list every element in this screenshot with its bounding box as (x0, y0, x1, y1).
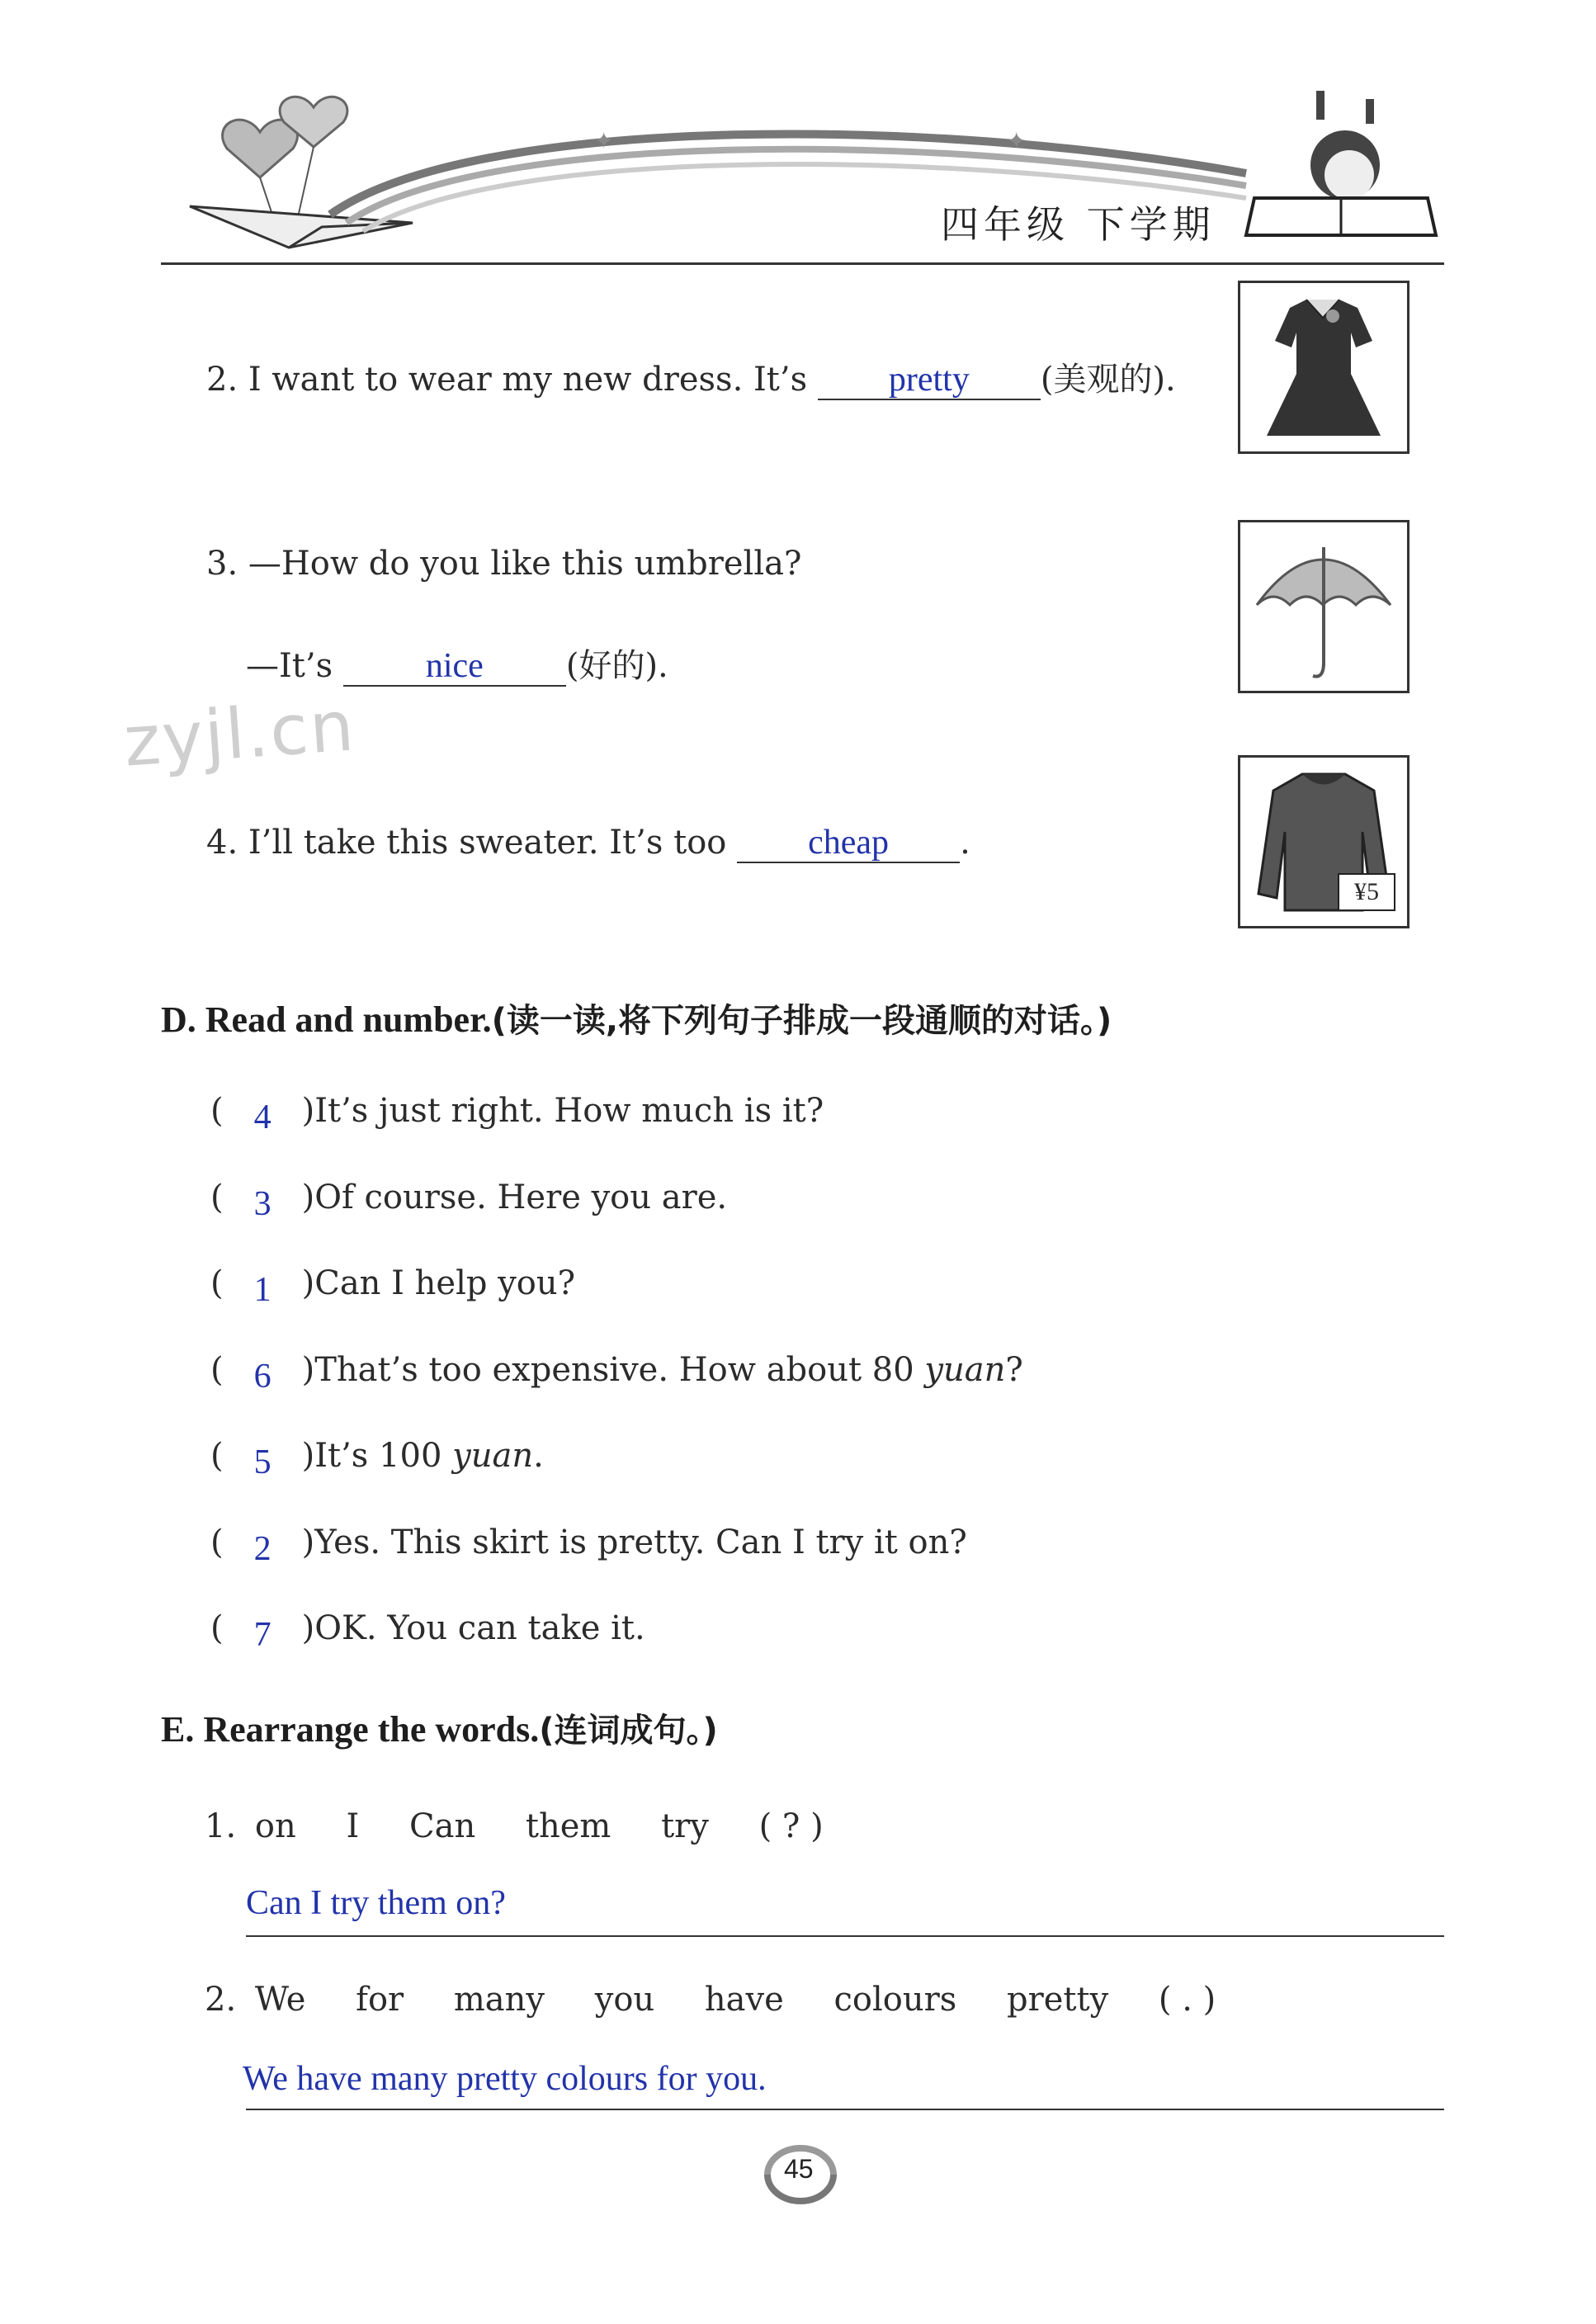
word: pretty (1007, 1981, 1109, 2019)
section-e-title-en: E. Rearrange the words. (161, 1709, 540, 1750)
question-c3 (206, 545, 801, 583)
dialogue-text: )Of course. Here you are. (301, 1178, 728, 1216)
open-paren: ( (210, 1523, 224, 1561)
dialogue-text: )Yes. This skirt is pretty. Can I try it on? (301, 1523, 967, 1561)
question-text: 2. I want to wear my new dress. It’s (206, 361, 818, 399)
dialogue-row (210, 1264, 576, 1309)
hint-text: . (960, 824, 970, 862)
question-c2 (206, 353, 1176, 400)
item-label: 1. (205, 1807, 237, 1845)
dress-image (1238, 281, 1409, 454)
dialogue-row (210, 1523, 967, 1568)
word: many (453, 1981, 545, 2019)
word: have (704, 1981, 784, 2019)
word: We (254, 1981, 306, 2019)
dialogue-text: )It’s just right. How much is it? (301, 1092, 824, 1130)
rearrange-item-1 (205, 1807, 863, 1845)
order-number[interactable]: 4 (253, 1098, 272, 1136)
grade-label: 四年级 下学期 (941, 202, 1216, 247)
header-rule (161, 262, 1444, 265)
dialogue-row (210, 1178, 728, 1223)
open-paren: ( (210, 1437, 224, 1475)
open-paren: ( (210, 1350, 224, 1389)
word: try (661, 1807, 709, 1845)
dialogue-row (210, 1350, 1023, 1396)
word: ( . ) (1158, 1981, 1216, 2019)
dialogue-text: )That’s too expensive. How about 80 (301, 1350, 925, 1389)
svg-text:✦: ✦ (1007, 127, 1027, 154)
open-paren: ( (210, 1264, 224, 1302)
word: you (594, 1981, 655, 2019)
price-tag: ¥5 (1338, 873, 1395, 911)
response-prefix: —It’s (246, 647, 343, 685)
open-paren: ( (210, 1178, 224, 1216)
open-paren: ( (210, 1609, 224, 1647)
page-number: 45 (784, 2154, 814, 2184)
question-text: 3. —How do you like this umbrella? (206, 545, 802, 583)
hint-text: (好的). (565, 647, 668, 685)
rearrange-answer-2[interactable]: We have many pretty colours for you. (243, 2060, 767, 2098)
order-number[interactable]: 5 (253, 1443, 272, 1481)
question-text: 4. I’ll take this sweater. It’s too (206, 824, 738, 862)
watermark: zyjl.cn (120, 685, 358, 782)
section-d-title (161, 994, 1112, 1042)
answer-blank[interactable]: cheap (737, 824, 960, 863)
dialogue-text: )Can I help you? (301, 1264, 576, 1302)
dialogue-row (210, 1608, 645, 1654)
dialogue-text: )It’s 100 (301, 1437, 453, 1475)
word: colours (833, 1981, 957, 2019)
header-decoration (182, 83, 1461, 264)
dialogue-row (210, 1091, 824, 1136)
svg-text:✦: ✦ (594, 127, 614, 154)
dialogue-italic: yuan (452, 1437, 534, 1475)
section-e-title (161, 1704, 718, 1751)
section-e-title-cn: (连词成句。) (539, 1712, 718, 1750)
word: ( ? ) (758, 1807, 824, 1845)
dialogue-text: )OK. You can take it. (301, 1609, 645, 1647)
question-c3-answer-line (246, 640, 668, 687)
word: on (254, 1807, 296, 1845)
answer-line (246, 1935, 1444, 1937)
answer-line (246, 2109, 1444, 2110)
hint-text: (美观的). (1040, 361, 1176, 399)
dialogue-italic: yuan (924, 1350, 1006, 1389)
dialogue-end: ? (1005, 1350, 1023, 1389)
answer-blank[interactable]: nice (343, 647, 566, 687)
order-number[interactable]: 1 (253, 1271, 272, 1309)
item-label: 2. (205, 1981, 237, 2019)
word: I (346, 1807, 360, 1845)
section-d-title-en: D. Read and number. (161, 999, 492, 1040)
answer-blank[interactable]: pretty (818, 361, 1041, 400)
word: Can (408, 1807, 476, 1845)
dialogue-row (210, 1436, 544, 1481)
word: for (356, 1981, 404, 2019)
open-paren: ( (210, 1092, 224, 1130)
word: them (525, 1807, 611, 1845)
rearrange-answer-1[interactable]: Can I try them on? (246, 1884, 506, 1922)
rearrange-item-2 (205, 1981, 1255, 2019)
question-c4 (206, 824, 970, 863)
order-number[interactable]: 2 (253, 1529, 272, 1568)
sweater-image (1238, 755, 1409, 928)
order-number[interactable]: 7 (253, 1616, 272, 1654)
umbrella-image (1238, 520, 1409, 693)
section-d-title-cn: (读一读,将下列句子排成一段通顺的对话。) (491, 1002, 1112, 1040)
order-number[interactable]: 3 (253, 1184, 272, 1223)
dialogue-end: . (533, 1437, 544, 1475)
order-number[interactable]: 6 (253, 1357, 272, 1396)
